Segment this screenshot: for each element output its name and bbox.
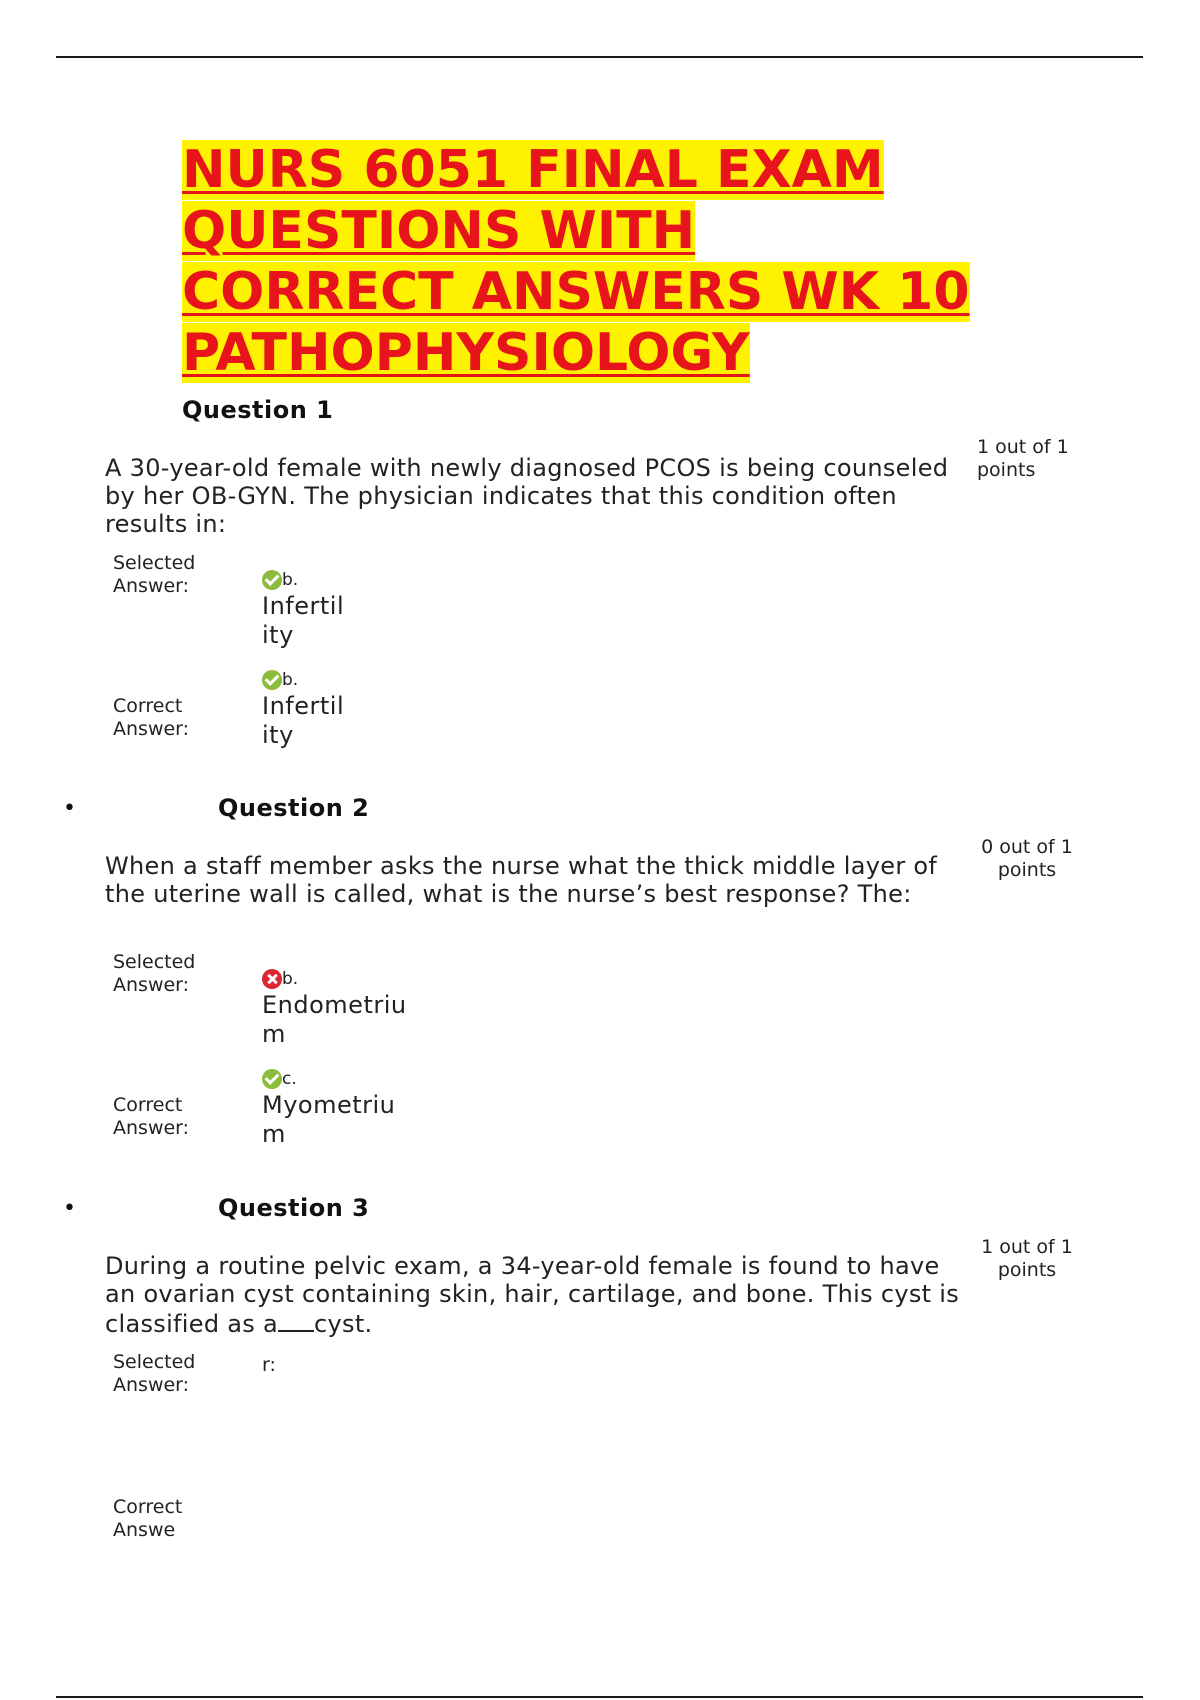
question-1-correct-answer [262, 668, 347, 750]
question-3-title: Question 3 [218, 1194, 370, 1222]
answer-text: Infertility [262, 592, 345, 649]
question-3-text-after: cyst. [314, 1310, 373, 1338]
answer-text: Infertility [262, 692, 345, 749]
check-icon [262, 1069, 282, 1089]
question-1-points: 1 out of 1 points [977, 436, 1069, 481]
question-1-selected-label: Selected Answer: [113, 552, 196, 597]
answer-letter: b. [282, 968, 299, 989]
question-2-text: When a staff member asks the nurse what the thick middle layer of the uterine wall is called, what is the nurse’s best response? The: [105, 852, 938, 908]
answer-letter: b. [282, 669, 299, 690]
answer-letter: b. [282, 569, 299, 590]
question-1-correct-label: Correct Answer: [113, 695, 190, 740]
question-3-correct-label: Correct Answe [113, 1496, 183, 1541]
title-line-1: NURS 6051 FINAL EXAM [182, 140, 884, 200]
x-icon [262, 969, 282, 989]
answer-text: Endometrium [262, 991, 407, 1048]
document-title [182, 140, 1142, 384]
title-line-3: CORRECT ANSWERS WK 10 [182, 262, 970, 322]
title-line-2: QUESTIONS WITH [182, 201, 696, 261]
question-3-points: 1 out of 1 points [981, 1236, 1073, 1281]
check-icon [262, 670, 282, 690]
question-3-text-before: During a routine pelvic exam, a 34-year-old female is found to have an ovarian cyst containing skin, hair, cartilage, and bone. This cyst is classified as a [105, 1252, 960, 1338]
question-3-bullet: • [63, 1196, 76, 1221]
question-2-correct-label: Correct Answer: [113, 1094, 190, 1139]
question-1-text: A 30-year-old female with newly diagnosed PCOS is being counseled by her OB-GYN. The physician indicates that this condition often results in: [105, 454, 949, 538]
question-3-selected-label: Selected Answer: [113, 1351, 196, 1396]
question-2-bullet: • [63, 796, 76, 821]
question-2-title: Question 2 [218, 794, 370, 822]
answer-blank [278, 1308, 314, 1332]
bottom-rule [56, 1696, 1143, 1698]
question-2-selected-label: Selected Answer: [113, 951, 196, 996]
answer-text: Myometrium [262, 1091, 396, 1148]
title-line-4: PATHOPHYSIOLOGY [182, 323, 750, 383]
question-1-title: Question 1 [182, 396, 334, 424]
question-3-text [105, 1252, 965, 1338]
question-3-selected-fragment: r: [262, 1354, 276, 1376]
question-2-selected-answer [262, 967, 412, 1049]
question-1-selected-answer [262, 568, 347, 650]
question-2-points: 0 out of 1 points [981, 836, 1073, 881]
question-2-correct-answer [262, 1067, 412, 1149]
answer-letter: c. [282, 1068, 297, 1089]
check-icon [262, 570, 282, 590]
top-rule [56, 56, 1143, 58]
